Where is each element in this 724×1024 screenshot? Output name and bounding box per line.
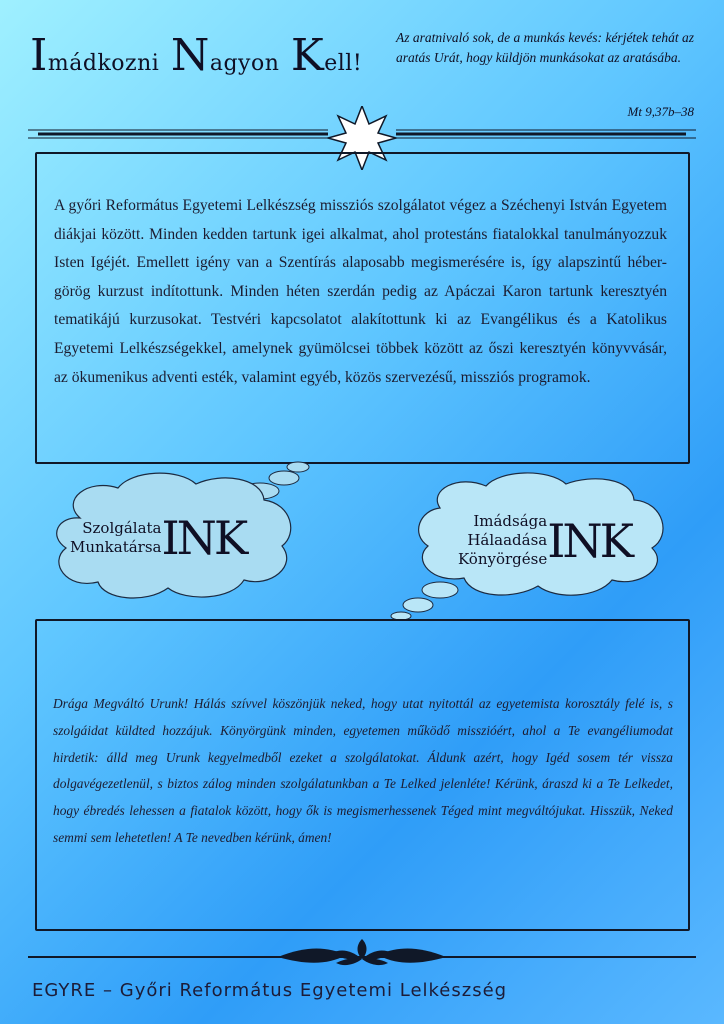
- cloud-right-text: [458, 512, 631, 569]
- cloud-right-line1: Imádsága: [473, 512, 548, 530]
- cloud-left-text: [70, 511, 246, 565]
- intro-text: A győri Református Egyetemi Lelkészség missziós szolgálatot végez a Széchenyi István Egyetem diákjai között. Minden kedden tartunk igei alkalmat, ahol protestáns fiatalokkal tanulmányozzuk Isten Igéjét. Emellett igény van a Szentírás alaposabb megismerésére is, így alapszintű héber-görög kurzust indítottunk. Minden héten szerdán pedig az Apáczai Karon tartunk keresztyén tematikájú kurzusokat. Testvéri kapcsolatot alakítottunk ki az Evangélikus és a Katolikus Egyetemi Lelkészségekkel, amelynek gyümölcsei többek között az őszi keresztyén könyvvásár, az ökumenikus adventi esték, valamint egyéb, közös szervezésű, missziós programok.: [54, 197, 667, 386]
- prayer-text: Drága Megváltó Urunk! Hálás szívvel köszönjük neked, hogy utat nyitottál az egyetemista korosztály felé is, s szolgáidat küldted hozzájuk. Könyörgünk minden, egyetemen működő misszióért, ahol a Te evangéliumodat hirdetik: álld meg Urunk kegyelmedből ezeket a szolgálatokat. Áldunk azért, hogy Igéd sosem tér vissza dolgavégezetlenül, s biztos zálog minden szolgálatunkban a Te Lelked jelenléte! Kérünk, áraszd ki a Te Lelkedet, hogy ébredés lehessen a fiatalok között, hogy ők is megismerhessenek Téged mint megváltójukat. Hisszük, Neked semmi sem lehetetlen! A Te nevedben kérünk, ámen!: [53, 696, 673, 845]
- footer-text: EGYRE – Győri Református Egyetemi Lelkészség: [32, 980, 508, 1001]
- bible-quote: Az aratnivaló sok, de a munkás kevés: kérjétek tehát az aratás Urát, hogy küldjön munkásokat az aratásába.: [396, 30, 694, 65]
- right-cloud-bubbles: [391, 582, 458, 620]
- leaf-icon: [332, 939, 392, 965]
- title-word-2: Nagyon: [170, 30, 280, 81]
- prayer-box: [35, 619, 690, 931]
- cloud-right-ink: INK: [547, 513, 632, 568]
- cloud-right-line3: Könyörgése: [458, 550, 548, 568]
- cloud-left-ink: INK: [161, 511, 246, 565]
- cloud-left-line1: Szolgálata: [82, 519, 162, 537]
- intro-box: [35, 152, 690, 464]
- title-word-1: Imádkozni: [30, 30, 160, 81]
- footer-ornament: [28, 935, 696, 975]
- bible-reference: Mt 9,37b–38: [627, 104, 694, 119]
- cloud-left-line2: Munkatársa: [70, 538, 162, 556]
- page-title: [30, 30, 370, 81]
- title-word-3: Kell!: [290, 30, 363, 81]
- cloud-right-line2: Hálaadása: [467, 531, 548, 549]
